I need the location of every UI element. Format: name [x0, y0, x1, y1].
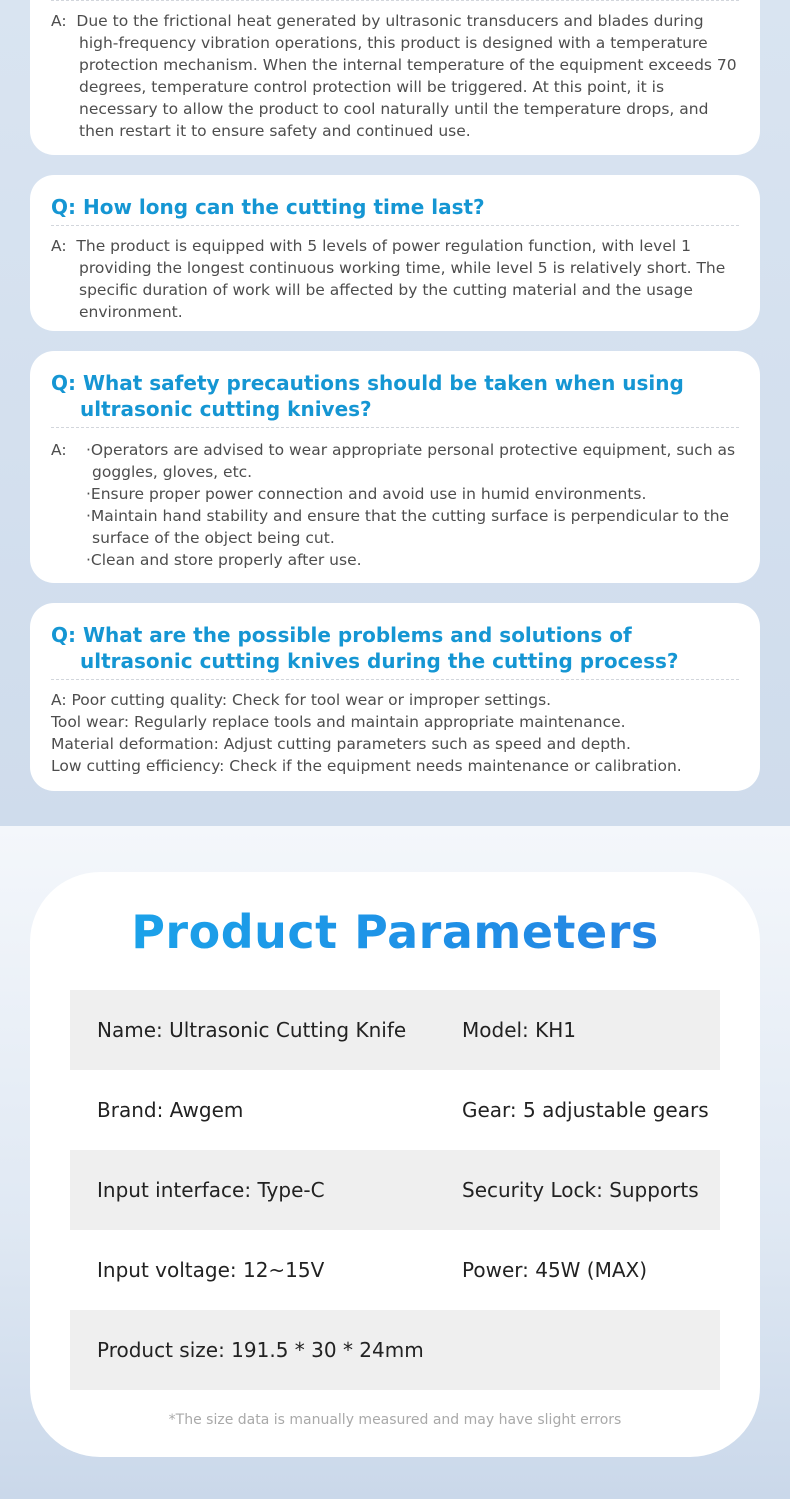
answer-line: Material deformation: Adjust cutting parameters such as speed and depth.	[51, 735, 631, 753]
faq-card-temperature	[30, 0, 760, 155]
faq-question: Q: What safety precautions should be taken when using ultrasonic cutting knives?	[51, 371, 684, 421]
page-title: Product Parameters	[30, 900, 760, 964]
param-row	[70, 1070, 720, 1150]
param-input-voltage: Input voltage: 12~15V	[97, 1258, 325, 1282]
answer-line: Tool wear: Regularly replace tools and maintain appropriate maintenance.	[51, 713, 626, 731]
list-item: ·Maintain hand stability and ensure that the cutting surface is perpendicular to the surface of the object being cut.	[86, 507, 730, 547]
list-item: ·Operators are advised to wear appropriate personal protective equipment, such as goggles, gloves, etc.	[86, 441, 736, 481]
param-gear: Gear: 5 adjustable gears	[462, 1098, 709, 1122]
faq-answer	[51, 689, 742, 777]
bullet-list	[86, 439, 742, 571]
faq-question: Q: What are the possible problems and solutions of ultrasonic cutting knives during the cutting process?	[51, 623, 679, 673]
answer-prefix: A:	[51, 12, 67, 30]
faq-divider	[51, 225, 739, 226]
answer-prefix: A:	[51, 237, 67, 255]
answer-text: Due to the frictional heat generated by ultrasonic transducers and blades during high-frequency vibration operations, this product is designed with a temperature protection mechanism. When the internal temperature of the equipment exceeds 70 degrees, temperature control protection will be triggered. At this point, it is necessary to allow the product to cool naturally until the temperature drops, and then restart it to ensure safety and continued use.	[76, 12, 737, 140]
param-row	[70, 1230, 720, 1310]
faq-answer	[51, 235, 742, 323]
footnote: *The size data is manually measured and may have slight errors	[168, 1412, 622, 1428]
param-security-lock: Security Lock: Supports	[462, 1178, 699, 1202]
answer-line: A: Poor cutting quality: Check for tool wear or improper settings.	[51, 691, 552, 709]
param-row	[70, 990, 720, 1070]
answer-line: Low cutting efficiency: Check if the equipment needs maintenance or calibration.	[51, 757, 682, 775]
faq-answer	[51, 10, 742, 142]
list-item: ·Clean and store properly after use.	[86, 551, 362, 569]
param-power: Power: 45W (MAX)	[462, 1258, 648, 1282]
param-model: Model: KH1	[462, 1018, 577, 1042]
product-parameters-card	[30, 872, 760, 1457]
faq-divider	[51, 679, 739, 680]
param-row	[70, 1150, 720, 1230]
param-name: Name: Ultrasonic Cutting Knife	[97, 1018, 407, 1042]
param-brand: Brand: Awgem	[97, 1098, 244, 1122]
faq-card-problems	[30, 603, 760, 791]
list-item: ·Ensure proper power connection and avoid use in humid environments.	[86, 485, 647, 503]
param-row	[70, 1310, 720, 1390]
faq-divider	[51, 427, 739, 428]
answer-prefix: A:	[51, 441, 67, 459]
faq-card-safety	[30, 351, 760, 583]
faq-question: Q: How long can the cutting time last?	[51, 195, 485, 219]
faq-divider	[51, 0, 739, 1]
param-product-size: Product size: 191.5 * 30 * 24mm	[97, 1338, 424, 1362]
answer-text: The product is equipped with 5 levels of power regulation function, with level 1 providing the longest continuous working time, while level 5 is relatively short. The specific duration of work will be affected by the cutting material and the usage environment.	[76, 237, 726, 321]
faq-card-cutting-time	[30, 175, 760, 331]
param-input-interface: Input interface: Type-C	[97, 1178, 325, 1202]
